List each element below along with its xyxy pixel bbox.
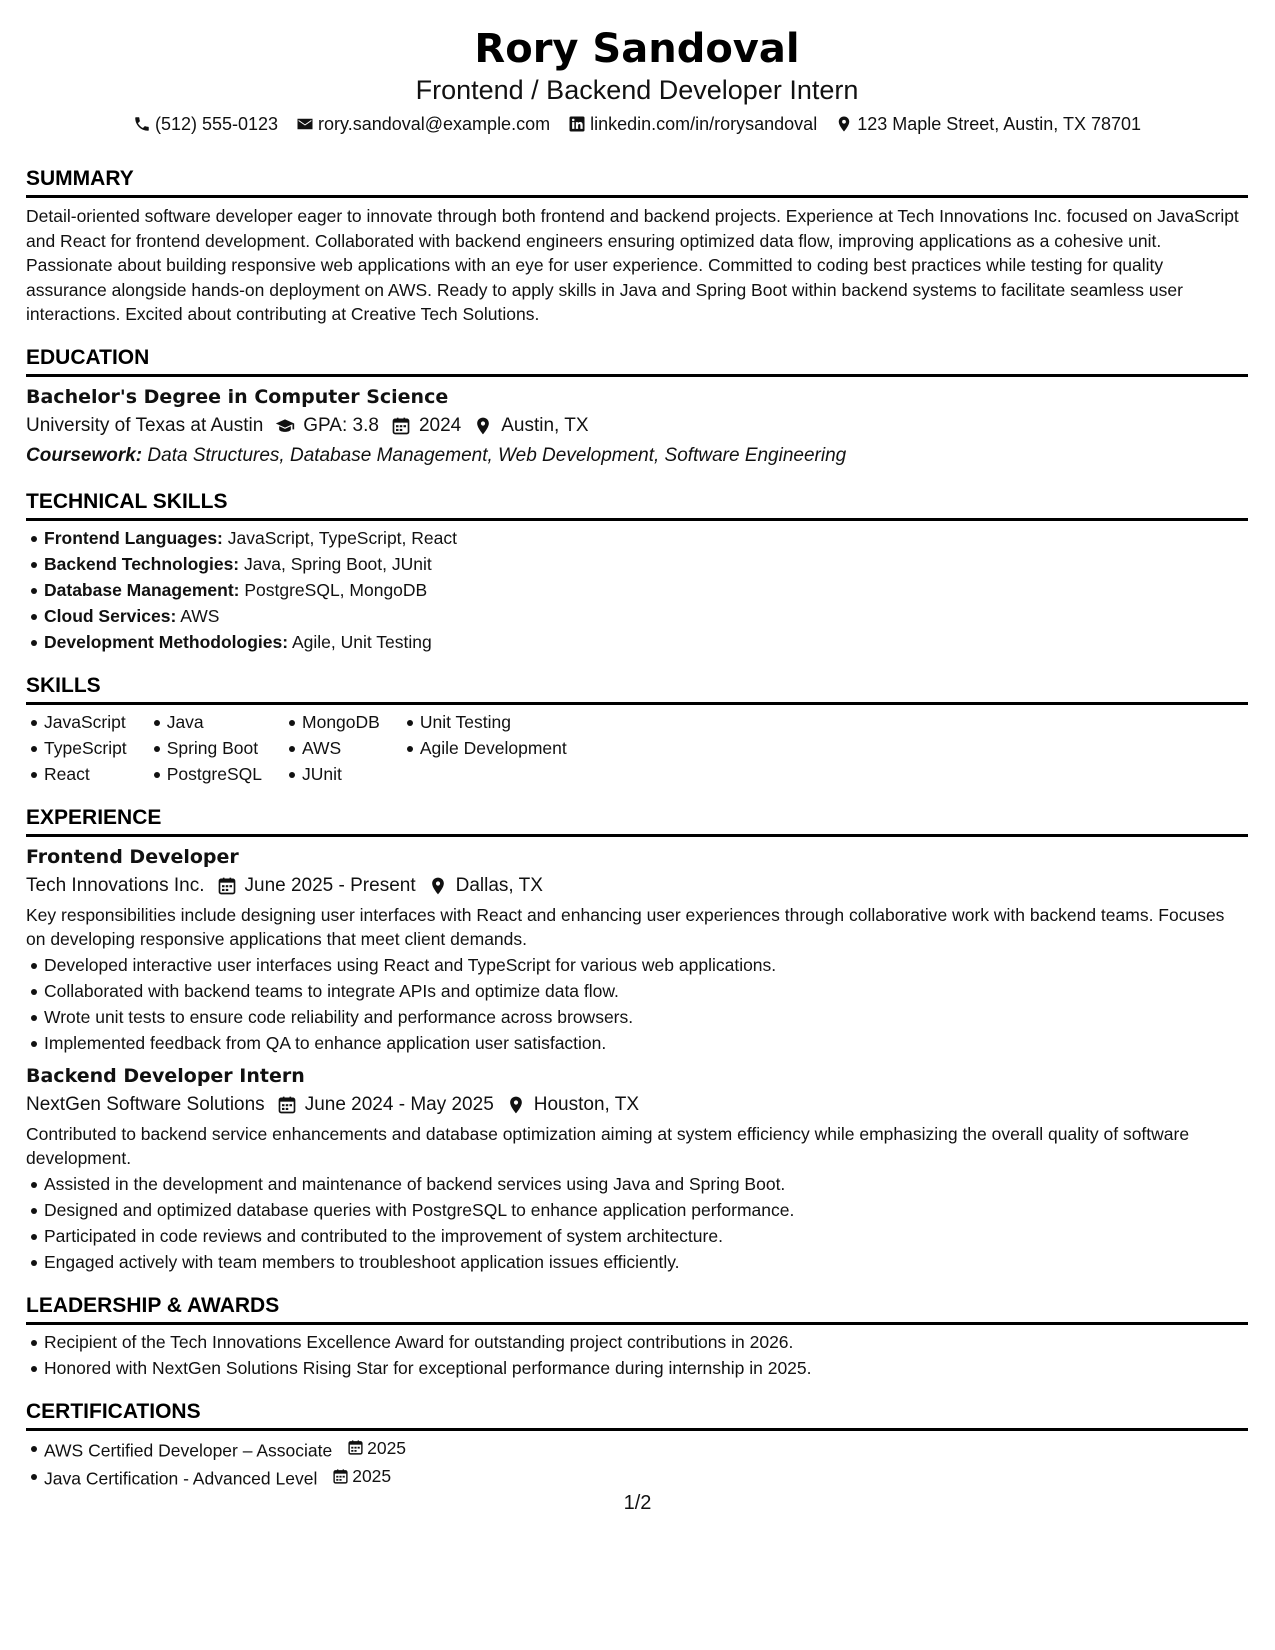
job-entry <box>26 1064 1248 1275</box>
job-location: Houston, TX <box>533 1093 640 1115</box>
certification-name: AWS Certified Developer – Associate <box>44 1440 333 1460</box>
resume-page <box>26 0 1248 1492</box>
list-item: React <box>26 761 127 787</box>
skill-values: Agile, Unit Testing <box>291 631 432 652</box>
map-pin-icon <box>835 115 853 133</box>
leadership-heading: LEADERSHIP & AWARDS <box>26 1293 1248 1325</box>
map-pin-icon <box>428 876 448 896</box>
graduation-year: 2024 <box>418 414 462 436</box>
list-item: JavaScript <box>26 709 127 735</box>
coursework-list: Data Structures, Database Management, Web Development, Software Engineering <box>147 444 847 466</box>
list-item <box>26 577 1248 603</box>
gpa: GPA: 3.8 <box>303 414 379 436</box>
list-item: Honored with NextGen Solutions Rising Star for exceptional performance during internship in 2025. <box>26 1355 1248 1381</box>
education-meta <box>26 411 1248 441</box>
company-name: Tech Innovations Inc. <box>26 874 205 896</box>
job-dates: June 2024 - May 2025 <box>304 1093 494 1115</box>
certifications-section <box>26 1399 1248 1492</box>
list-item <box>26 551 1248 577</box>
list-item: Assisted in the development and maintenance of backend services using Java and Spring Boot. <box>26 1171 1248 1197</box>
list-item: Wrote unit tests to ensure code reliability and performance across browsers. <box>26 1004 1248 1030</box>
page-number: 1/2 <box>623 1492 652 1514</box>
list-item: Java <box>149 709 262 735</box>
skill-values: AWS <box>180 605 220 626</box>
skills-column <box>284 709 380 787</box>
job-meta <box>26 1090 1248 1120</box>
list-item: Implemented feedback from QA to enhance application user satisfaction. <box>26 1030 1248 1056</box>
job-description: Key responsibilities include designing user interfaces with React and enhancing user experiences through collaborative work with backend teams. Focuses on developing responsive applications that meet client demands. <box>26 904 1225 949</box>
job-title: Backend Developer Intern <box>26 1064 305 1087</box>
job-bullets <box>26 1171 1248 1275</box>
list-item: JUnit <box>284 761 380 787</box>
leadership-section <box>26 1293 1248 1381</box>
contact-linkedin[interactable] <box>568 112 817 136</box>
skills-section <box>26 673 1248 787</box>
list-item: PostgreSQL <box>149 761 262 787</box>
job-meta <box>26 871 1248 901</box>
summary-section <box>26 166 1248 327</box>
list-item <box>26 1435 1248 1464</box>
list-item: AWS <box>284 735 380 761</box>
candidate-name: Rory Sandoval <box>474 26 800 72</box>
contact-linkedin-text: linkedin.com/in/rorysandoval <box>590 114 818 134</box>
skills-column <box>402 709 567 787</box>
company-name: NextGen Software Solutions <box>26 1093 265 1115</box>
degree-title: Bachelor's Degree in Computer Science <box>26 385 449 408</box>
contact-address <box>835 112 1141 136</box>
list-item: MongoDB <box>284 709 380 735</box>
map-pin-icon <box>506 1095 526 1115</box>
technical-skills-heading: TECHNICAL SKILLS <box>26 489 1248 521</box>
coursework-label: Coursework: <box>26 444 143 466</box>
calendar-icon <box>332 1468 349 1485</box>
skill-values: PostgreSQL, MongoDB <box>244 579 428 600</box>
contact-phone[interactable] <box>133 112 278 136</box>
certification-name: Java Certification - Advanced Level <box>44 1468 318 1489</box>
education-section <box>26 345 1248 471</box>
calendar-icon <box>277 1095 297 1115</box>
skills-column <box>149 709 262 787</box>
certifications-heading: CERTIFICATIONS <box>26 1399 1248 1431</box>
list-item: Participated in code reviews and contributed to the improvement of system architecture. <box>26 1223 1248 1249</box>
job-dates: June 2025 - Present <box>244 874 416 896</box>
job-entry <box>26 845 1248 1056</box>
certification-year: 2025 <box>352 1466 392 1486</box>
list-item: Designed and optimized database queries with PostgreSQL to enhance application performance. <box>26 1197 1248 1223</box>
job-location: Dallas, TX <box>455 874 543 896</box>
phone-icon <box>133 115 151 133</box>
list-item: Spring Boot <box>149 735 262 761</box>
skills-column <box>26 709 127 787</box>
contact-email[interactable] <box>296 112 550 136</box>
experience-heading: EXPERIENCE <box>26 805 1248 837</box>
certifications-list <box>26 1435 1248 1492</box>
list-item <box>26 629 1248 655</box>
skill-category: Frontend Languages: <box>44 527 223 548</box>
technical-skills-section <box>26 489 1248 655</box>
contact-bar <box>26 112 1248 136</box>
map-pin-icon <box>473 416 493 436</box>
list-item: Developed interactive user interfaces using React and TypeScript for various web applications. <box>26 952 1248 978</box>
contact-email-text: rory.sandoval@example.com <box>318 114 551 134</box>
envelope-icon <box>296 115 314 133</box>
list-item: Collaborated with backend teams to integrate APIs and optimize data flow. <box>26 978 1248 1004</box>
certification-year-wrap <box>347 1435 406 1461</box>
summary-heading: SUMMARY <box>26 166 1248 198</box>
leadership-list <box>26 1329 1248 1381</box>
list-item: Engaged actively with team members to troubleshoot application issues efficiently. <box>26 1249 1248 1275</box>
skills-grid <box>26 709 1248 787</box>
school-name: University of Texas at Austin <box>26 414 264 436</box>
calendar-icon <box>347 1439 364 1456</box>
calendar-icon <box>391 416 411 436</box>
skill-category: Development Methodologies: <box>44 631 289 652</box>
linkedin-icon <box>568 115 586 133</box>
list-item: TypeScript <box>26 735 127 761</box>
school-location: Austin, TX <box>501 414 589 436</box>
list-item <box>26 603 1248 629</box>
job-title: Frontend Developer <box>26 845 239 868</box>
skill-category: Backend Technologies: <box>44 553 240 574</box>
skill-category: Cloud Services: <box>44 605 177 626</box>
skill-category: Database Management: <box>44 579 240 600</box>
job-description: Contributed to backend service enhancements and database optimization aiming at system efficiency while emphasizing the overall quality of software development. <box>26 1123 1190 1168</box>
job-bullets <box>26 952 1248 1056</box>
list-item: Recipient of the Tech Innovations Excellence Award for outstanding project contributions in 2026. <box>26 1329 1248 1355</box>
certification-year: 2025 <box>367 1437 407 1458</box>
summary-text: Detail-oriented software developer eager to innovate through both frontend and backend projects. Experience at Tech Innovations Inc. focused on JavaScript and React for frontend development. Collaborated with backend engineers ensuring optimized data flow, improving applications as a cohesive unit. Passionate about building responsive web applications with an eye for user experience. Committed to coding best practices while testing for quality assurance alongside hands-on deployment on AWS. Ready to apply skills in Java and Spring Boot within backend systems to facilitate seamless user interactions. Excited about contributing at Creative Tech Solutions. <box>26 206 1239 324</box>
contact-phone-text: (512) 555-0123 <box>154 114 279 134</box>
candidate-title: Frontend / Backend Developer Intern <box>415 75 859 105</box>
experience-section <box>26 805 1248 1275</box>
technical-skills-list <box>26 525 1248 655</box>
certification-year-wrap <box>332 1463 391 1489</box>
skill-values: JavaScript, TypeScript, React <box>227 527 457 548</box>
coursework <box>26 441 1248 471</box>
list-item: Agile Development <box>402 735 567 761</box>
list-item <box>26 525 1248 551</box>
graduation-cap-icon <box>275 416 295 436</box>
calendar-icon <box>217 876 237 896</box>
skill-values: Java, Spring Boot, JUnit <box>244 553 432 574</box>
list-item <box>26 1463 1248 1492</box>
education-heading: EDUCATION <box>26 345 1248 377</box>
list-item: Unit Testing <box>402 709 567 735</box>
contact-address-text: 123 Maple Street, Austin, TX 78701 <box>857 114 1142 134</box>
skills-heading: SKILLS <box>26 673 1248 705</box>
